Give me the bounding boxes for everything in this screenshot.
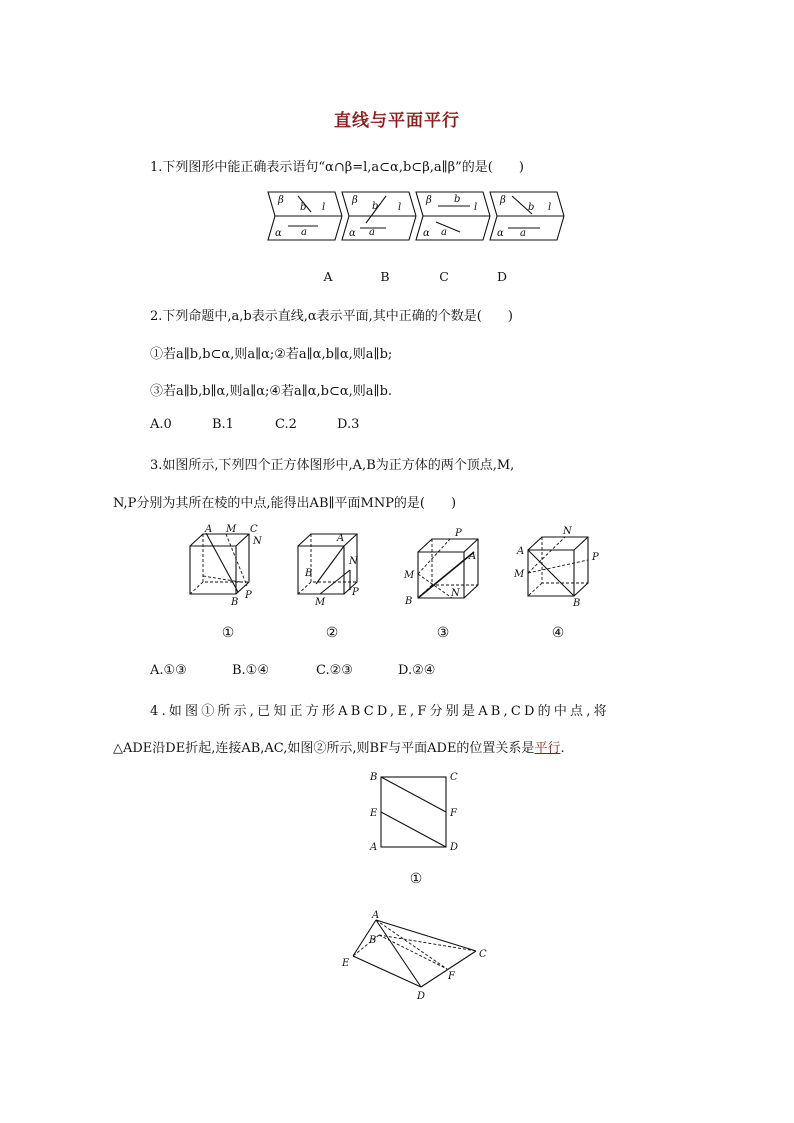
svg-text:l: l	[398, 202, 402, 213]
svg-text:N: N	[563, 526, 572, 537]
svg-text:C: C	[450, 772, 458, 783]
q2-choice: A.0	[150, 417, 172, 432]
svg-text:F: F	[448, 971, 455, 982]
q3-cube-4	[513, 526, 599, 609]
q4-stem-text: △ADE沿DE折起,连接AB,AC,如图②所示,则BF与平面ADE的位置关系是	[113, 741, 535, 756]
svg-text:a: a	[301, 227, 307, 238]
q3-cube-2	[298, 533, 359, 608]
svg-text:M: M	[404, 570, 415, 581]
svg-text:P: P	[245, 590, 252, 601]
svg-text:M: M	[514, 569, 525, 580]
svg-text:B: B	[370, 772, 378, 783]
q3-choice: B.①④	[232, 663, 269, 678]
q4-stem-line: 4.如图①所示,已知正方形ABCD,E,F分别是AB,CD的中点,将	[150, 704, 610, 719]
q2-statement-line: ①若a∥b,b⊂α,则a∥α;②若a∥α,b∥α,则a∥b;	[150, 347, 393, 362]
q3-figure-number: ④	[551, 625, 565, 641]
svg-text:A: A	[370, 842, 378, 853]
svg-text:P: P	[352, 587, 359, 598]
q1-figure-b	[342, 192, 416, 240]
svg-text:b: b	[300, 202, 307, 213]
svg-text:M: M	[315, 597, 326, 608]
svg-text:B: B	[573, 598, 581, 609]
q3-cube-3	[403, 528, 478, 607]
svg-text:l: l	[322, 202, 326, 213]
q2-choice: D.3	[337, 417, 360, 432]
svg-text:b: b	[372, 201, 379, 212]
q1-option-label: C	[439, 269, 449, 284]
q3-choice: A.①③	[150, 663, 187, 678]
svg-text:l: l	[474, 202, 478, 213]
q4-figure-number: ①	[409, 871, 423, 887]
q2-stem: 2.下列命题中,a,b表示直线,α表示平面,其中正确的个数是( )	[150, 309, 513, 324]
svg-text:A: A	[205, 524, 213, 535]
q4-stem-line	[113, 737, 565, 756]
svg-text:E: E	[342, 958, 350, 969]
svg-text:β: β	[278, 195, 284, 206]
svg-text:A: A	[337, 533, 345, 544]
svg-text:l: l	[548, 202, 552, 213]
svg-text:β: β	[500, 195, 506, 206]
svg-text:α: α	[497, 228, 504, 239]
q3-choice: C.②③	[316, 663, 353, 678]
q3-cube-1	[190, 524, 263, 608]
svg-text:a: a	[520, 228, 526, 239]
svg-text:β: β	[352, 195, 358, 206]
q3-figure-number: ②	[325, 625, 339, 641]
svg-text:N: N	[253, 536, 262, 547]
svg-text:B: B	[231, 597, 239, 608]
svg-text:α: α	[275, 228, 282, 239]
q1-figures	[0, 186, 794, 256]
svg-text:E: E	[370, 808, 378, 819]
svg-text:A: A	[469, 551, 477, 562]
svg-text:D: D	[417, 991, 426, 1002]
svg-text:C: C	[250, 524, 258, 535]
svg-text:b: b	[528, 202, 535, 213]
svg-text:P: P	[592, 552, 599, 563]
q4-stem-end: .	[560, 741, 565, 756]
svg-text:F: F	[450, 808, 457, 819]
q1-figure-d	[490, 192, 564, 240]
svg-text:P: P	[455, 528, 462, 539]
q2-statement-line: ③若a∥b,b∥α,则a∥α;④若a∥α,b⊂α,则a∥b.	[150, 384, 393, 399]
q1-figure-a	[268, 192, 342, 240]
svg-text:α: α	[349, 228, 356, 239]
svg-text:B: B	[405, 596, 413, 607]
svg-text:α: α	[423, 228, 430, 239]
svg-text:C: C	[479, 949, 487, 960]
q3-choice: D.②④	[398, 663, 436, 678]
svg-text:b: b	[454, 194, 461, 205]
q1-option-label: B	[380, 269, 390, 284]
svg-text:A: A	[517, 546, 525, 557]
q4-square-figure	[0, 770, 794, 860]
q4-answer: 平行	[534, 741, 561, 756]
svg-text:B: B	[369, 935, 377, 946]
q1-stem: 1.下列图形中能正确表示语句“α∩β=l,a⊂α,b⊂β,a∥β”的是( )	[150, 160, 524, 175]
q1-option-label: D	[496, 269, 508, 284]
svg-text:D: D	[450, 842, 459, 853]
svg-text:a: a	[369, 227, 375, 238]
q1-option-label: A	[323, 269, 333, 284]
svg-text:a: a	[441, 227, 447, 238]
svg-text:N: N	[451, 588, 460, 599]
svg-text:M: M	[226, 524, 237, 535]
svg-text:N: N	[349, 556, 358, 567]
q1-figure-c	[416, 192, 490, 240]
svg-text:A: A	[372, 910, 380, 921]
q2-choice: C.2	[275, 417, 297, 432]
svg-text:β: β	[426, 195, 432, 206]
q4-folded-figure	[0, 905, 794, 1002]
q3-stem-line: 3.如图所示,下列四个正方体图形中,A,B为正方体的两个顶点,M,	[150, 458, 515, 473]
svg-text:B: B	[305, 568, 313, 579]
q3-cube-figures	[0, 522, 794, 622]
q3-figure-number: ①	[221, 625, 235, 641]
page-title: 直线与平面平行	[334, 111, 460, 131]
q2-choice: B.1	[212, 417, 234, 432]
q3-stem-line: N,P分别为其所在棱的中点,能得出AB∥平面MNP的是( )	[113, 496, 457, 511]
q3-figure-number: ③	[436, 625, 450, 641]
